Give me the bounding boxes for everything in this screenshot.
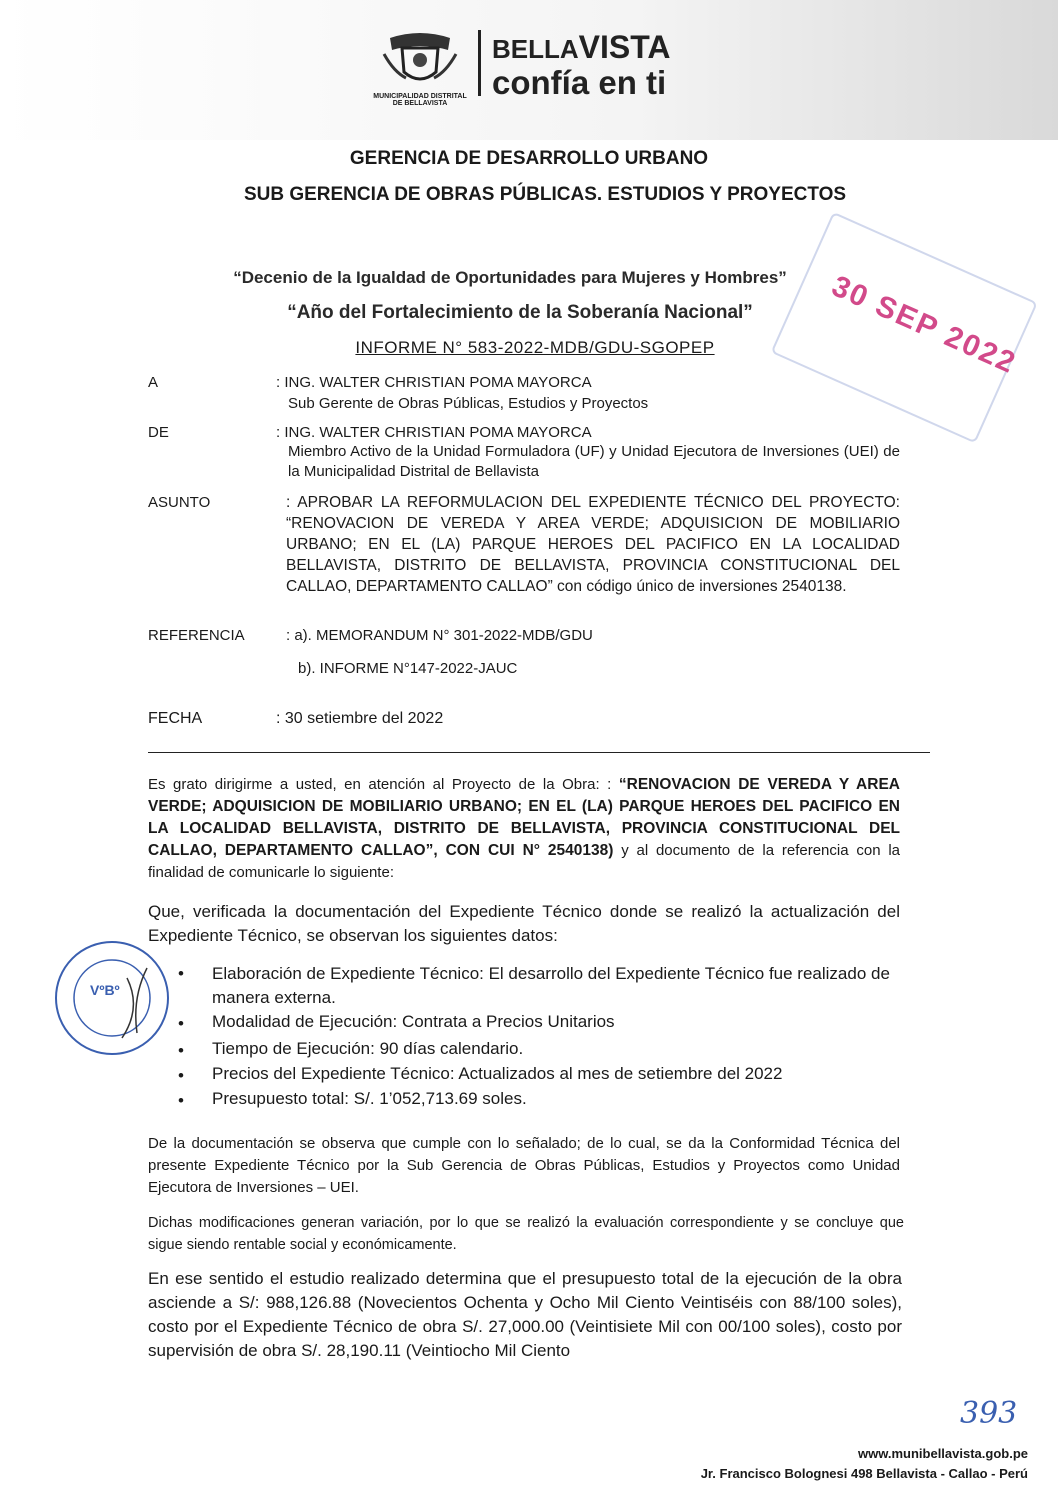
footer-website: www.munibellavista.gob.pe	[858, 1446, 1028, 1461]
logo-caption-2: DE BELLAVISTA	[392, 100, 448, 107]
field-a-role: Sub Gerente de Obras Públicas, Estudios y Proyectos	[288, 395, 649, 412]
bullet-elaboracion: Elaboración de Expediente Técnico: El desarrollo del Expediente Técnico fue realizado de manera externa.	[212, 964, 890, 1007]
coat-of-arms-icon	[370, 28, 470, 88]
seal-icon	[52, 938, 172, 1058]
vobo-seal	[52, 938, 172, 1058]
brand-tagline: confía en ti	[492, 64, 667, 101]
field-de-label: DE	[148, 424, 169, 441]
department-title: GERENCIA DE DESARROLLO URBANO	[349, 148, 709, 169]
bullet-dot: •	[178, 1091, 184, 1110]
field-de-name: : ING. WALTER CHRISTIAN POMA MAYORCA	[276, 424, 592, 441]
budget-paragraph: En ese sentido el estudio realizado determina que el presupuesto total de la ejecución de la obra asciende a S/: 988,126.88 (Novecientos Ochenta y Ocho Mil Ciento Veintiséis con 88/100 soles), costo por el Expediente Técnico de obra S/. 27,000.00 (Veintisiete Mil con 00/100 soles), costo por supervisión de obra S/. 28,190.11 (Veintiocho Mil Ciento	[148, 1269, 902, 1360]
field-asunto-label: ASUNTO	[148, 494, 211, 511]
brand-bella: BELLA	[492, 34, 579, 64]
logo-divider	[478, 30, 481, 96]
intro-text: Es grato dirigirme a usted, en atención al Proyecto de la Obra: :	[148, 776, 619, 793]
reference-a: : a). MEMORANDUM N° 301-2022-MDB/GDU	[286, 627, 593, 644]
header-separator	[148, 752, 930, 753]
municipal-logo	[370, 28, 470, 108]
field-de-role: Miembro Activo de la Unidad Formuladora (UF) y Unidad Ejecutora de Inversiones (UEI) de la Municipalidad Distrital de Bellavista	[288, 443, 900, 480]
bullet-dot: •	[178, 1014, 184, 1033]
field-fecha-value: : 30 setiembre del 2022	[276, 710, 444, 727]
year-motto: “Año del Fortalecimiento de la Soberanía Nacional”	[287, 302, 753, 323]
field-fecha-label: FECHA	[148, 710, 203, 727]
brand-text	[492, 30, 671, 100]
project-name: “RENOVACION DE VEREDA Y AREA VERDE; ADQUISICION DE MOBILIARIO URBANO; EN EL (LA) PARQUE HEROES DEL PACIFICO EN LA LOCALIDAD BELLAVISTA, DISTRITO DE BELLAVISTA, PROVINCIA CONSTITUCIONAL DEL CALLAO, DEPARTAMENTO CALLAO”, CON CUI N° 2540138)	[148, 776, 900, 859]
received-stamp	[733, 190, 1048, 469]
stamp-date: 30 SEP 2022	[826, 269, 1022, 381]
brand-vista: VISTA	[578, 29, 671, 65]
report-number: INFORME N° 583-2022-MDB/GDU-SGOPEP	[355, 338, 715, 357]
bullet-dot: •	[178, 964, 184, 983]
bullet-precios: Precios del Expediente Técnico: Actualizados al mes de setiembre del 2022	[212, 1064, 783, 1083]
conformity-paragraph: De la documentación se observa que cumple con lo señalado; de lo cual, se da la Conformidad Técnica del presente Expediente Técnico por la Sub Gerencia de Obras Públicas, Estudios y Proyectos como Unidad Ejecutora de Inversiones – UEI.	[148, 1135, 900, 1196]
footer-address: Jr. Francisco Bolognesi 498 Bellavista - Callao - Perú	[700, 1466, 1028, 1481]
bullet-dot: •	[178, 1066, 184, 1085]
field-a-label: A	[148, 374, 159, 391]
intro-end: y al documento de la referencia con la finalidad de comunicarle lo siguiente:	[148, 842, 901, 881]
variation-paragraph: Dichas modificaciones generan variación, por lo que se realizó la evaluación correspondiente y se concluye que sigue siendo rentable social y económicamente.	[148, 1215, 904, 1253]
reference-b: b). INFORME N°147-2022-JAUC	[298, 660, 518, 677]
decade-motto: “Decenio de la Igualdad de Oportunidades para Mujeres y Hombres”	[233, 268, 787, 287]
bullet-tiempo: Tiempo de Ejecución: 90 días calendario.	[212, 1039, 524, 1058]
field-a-name: : ING. WALTER CHRISTIAN POMA MAYORCA	[276, 374, 592, 391]
bullet-modalidad: Modalidad de Ejecución: Contrata a Precios Unitarios	[212, 1012, 615, 1031]
logo-caption-1: MUNICIPALIDAD DISTRITAL	[373, 93, 467, 100]
bullet-dot: •	[178, 1041, 184, 1060]
subdepartment-title: SUB GERENCIA DE OBRAS PÚBLICAS. ESTUDIOS Y PROYECTOS	[243, 184, 847, 205]
field-asunto-text: : APROBAR LA REFORMULACION DEL EXPEDIENTE TÉCNICO DEL PROYECTO: “RENOVACION DE VEREDA Y AREA VERDE; ADQUISICION DE MOBILIARIO URBANO; EN EL (LA) PARQUE HEROES DEL PACIFICO EN LA LOCALIDAD BELLAVISTA, DISTRITO DE BELLAVISTA, PROVINCIA CONSTITUCIONAL DEL CALLAO, DEPARTAMENTO CALLAO” con código único de inversiones 2540138.	[286, 494, 900, 595]
bullet-presupuesto: Presupuesto total: S/. 1’052,713.69 soles.	[212, 1089, 527, 1108]
field-referencia-label: REFERENCIA	[148, 627, 245, 644]
handwritten-page-number: 393	[960, 1396, 1018, 1431]
intro-paragraph	[148, 774, 900, 884]
verification-paragraph: Que, verificada la documentación del Expediente Técnico donde se realizó la actualización del Expediente Técnico, se observan los siguientes datos:	[148, 902, 900, 945]
seal-label: VºBº	[90, 982, 120, 998]
